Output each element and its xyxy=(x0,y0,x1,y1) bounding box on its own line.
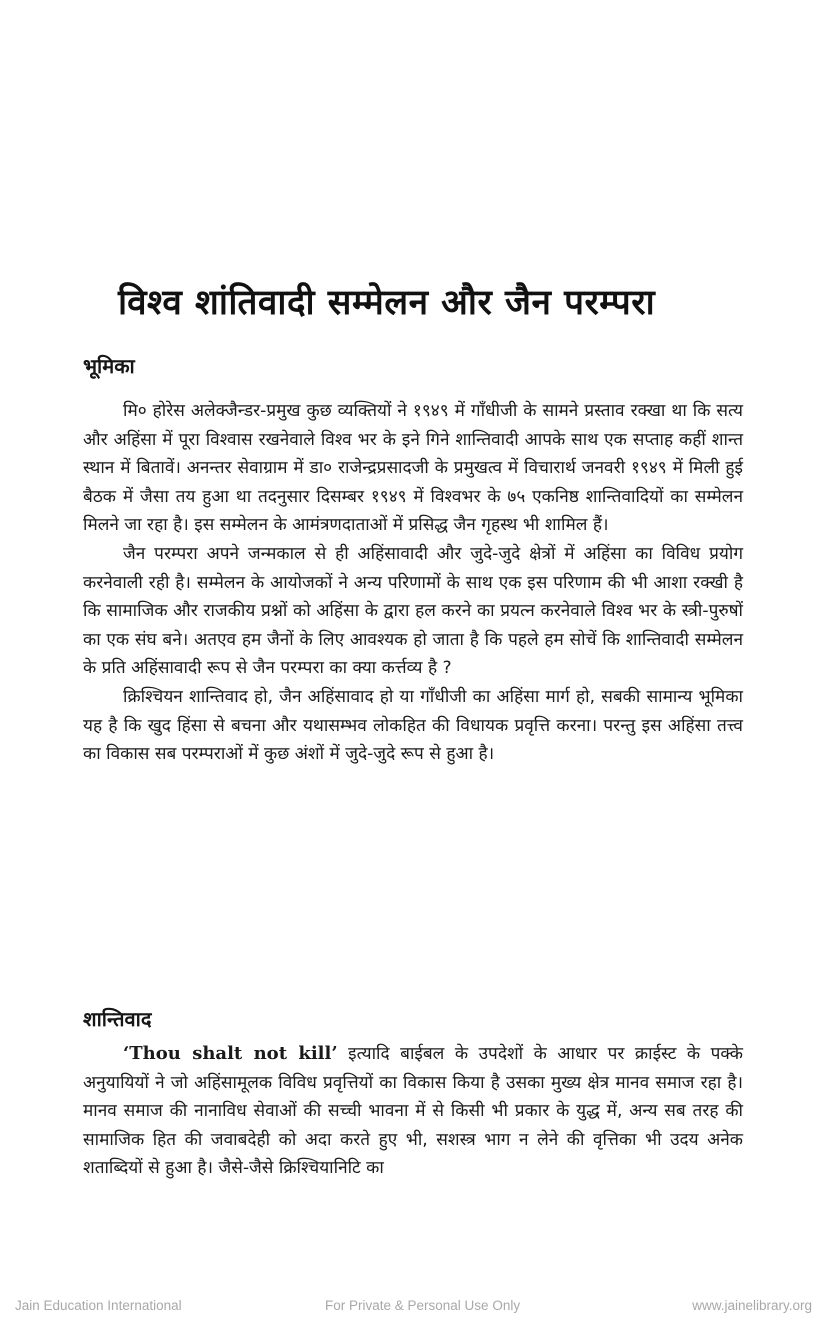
section-heading-bhumika: भूमिका xyxy=(83,354,135,378)
paragraph: जैन परम्परा अपने जन्मकाल से ही अहिंसावादी और जुदे-जुदे क्षेत्रों में अहिंसा का विविध प्रयोग करनेवाली रही है। सम्मेलन के आयोजकों ने अन्य परिणामों के साथ एक इस परिणाम की भी आशा रक्खी है कि सामाजिक और राजकीय प्रश्नों को अहिंसा के द्वारा हल करने का प्रयत्न करनेवाले विश्व भर के स्त्री-पुरुषों का एक संघ बने। अतएव हम जैनों के लिए आवश्यक हो जाता है कि पहले हम सोचें कि शान्तिवादी सम्मेलन के प्रति अहिंसावादी रूप से जैन परम्परा का क्या कर्त्तव्य है ? xyxy=(83,543,743,679)
paragraph-text: इत्यादि बाईबल के उपदेशों के आधार पर क्राईस्ट के पक्के अनुयायियों ने जो अहिंसामूलक विविध प्रवृत्तियों का विकास किया है उसका मुख्य क्षेत्र मानव समाज रहा है। मानव समाज की नानाविध सेवाओं की सच्ची भावना में से किसी भी प्रकार के युद्ध में, अन्य सब तरह की सामाजिक हित की जवाबदेही को अदा करते हुए भी, सशस्त्र भाग न लेने की वृत्तिका भी उदय अनेक शताब्दियों से हुआ है। जैसे-जैसे क्रिश्चियानिटि का xyxy=(83,1044,744,1179)
footer-usage-notice: For Private & Personal Use Only xyxy=(325,1298,521,1313)
paragraph xyxy=(83,1040,743,1183)
page-title: विश्व शांतिवादी सम्मेलन और जैन परम्परा xyxy=(118,283,656,323)
english-quote: ‘Thou shalt not kill’ xyxy=(123,1043,338,1064)
paragraph: क्रिश्चियन शान्तिवाद हो, जैन अहिंसावाद हो या गाँधीजी का अहिंसा मार्ग हो, सबकी सामान्य भूमिका यह है कि खुद हिंसा से बचना और यथासम्भव लोकहित की विधायक प्रवृत्ति करना। परन्तु इस अहिंसा तत्त्व का विकास सब परम्पराओं में कुछ अंशों में जुदे-जुदे रूप से हुआ है। xyxy=(83,686,743,765)
section-body-bhumika xyxy=(83,397,743,769)
footer-publisher: Jain Education International xyxy=(15,1298,182,1313)
footer-website-link[interactable]: www.jainelibrary.org xyxy=(692,1298,812,1313)
page-footer xyxy=(0,1298,828,1318)
section-body-shantivad xyxy=(83,1040,743,1183)
section-heading-shantivad: शान्तिवाद xyxy=(83,1007,152,1031)
paragraph: मि० होरेस अलेक्जैन्डर-प्रमुख कुछ व्यक्तियों ने १९४९ में गाँधीजी के सामने प्रस्ताव रक्खा था कि सत्य और अहिंसा में पूरा विश्वास रखनेवाले विश्व भर के इने गिने शान्तिवादी आपके साथ एक सप्ताह कहीं शान्त स्थान में बितावें। अनन्तर सेवाग्राम में डा० राजेन्द्रप्रसादजी के प्रमुखत्व में विचारार्थ जनवरी १९४९ में मिली हुई बैठक में जैसा तय हुआ था तदनुसार दिसम्बर १९४९ में विश्वभर के ७५ एकनिष्ठ शान्तिवादियों का सम्मेलन मिलने जा रहा है। इस सम्मेलन के आमंत्रणदाताओं में प्रसिद्ध जैन गृहस्थ भी शामिल हैं। xyxy=(83,401,743,536)
